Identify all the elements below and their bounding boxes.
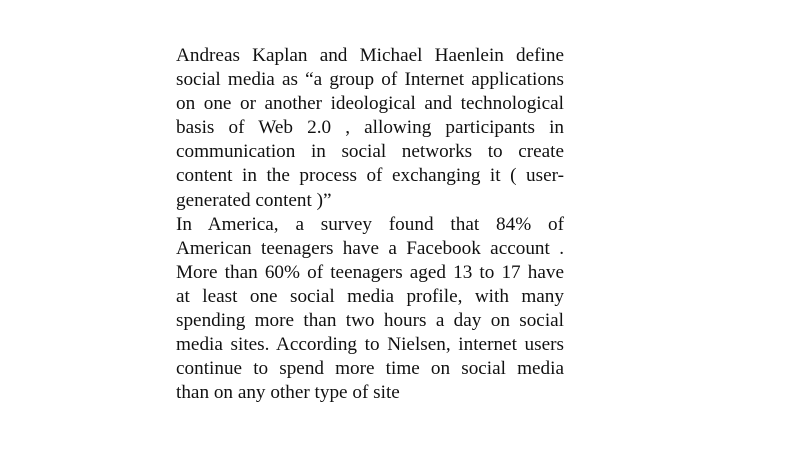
text-line: basis of Web 2.0 , allowing participants in bbox=[176, 117, 564, 139]
text-line: than on any other type of site bbox=[176, 382, 400, 404]
text-line: on one or another ideological and technological bbox=[176, 93, 564, 115]
text-line: content in the process of exchanging it ( user- bbox=[176, 165, 564, 187]
text-line: continue to spend more time on social media bbox=[176, 358, 564, 380]
text-line: at least one social media profile, with many bbox=[176, 285, 564, 307]
paragraph-statistics bbox=[176, 213, 564, 406]
text-line: generated content )” bbox=[176, 189, 332, 211]
text-line: In America, a survey found that 84% of bbox=[176, 213, 564, 235]
text-line: media sites. According to Nielsen, internet users bbox=[176, 334, 564, 356]
text-line: Andreas Kaplan and Michael Haenlein define bbox=[176, 45, 564, 66]
document-body bbox=[176, 44, 564, 405]
text-line: spending more than two hours a day on social bbox=[176, 310, 564, 332]
text-line: More than 60% of teenagers aged 13 to 17 have bbox=[176, 261, 564, 283]
text-line: American teenagers have a Facebook account . bbox=[176, 237, 564, 259]
text-line: social media as “a group of Internet applications bbox=[176, 69, 564, 91]
text-line: communication in social networks to create bbox=[176, 141, 564, 163]
paragraph-definition bbox=[176, 44, 564, 213]
